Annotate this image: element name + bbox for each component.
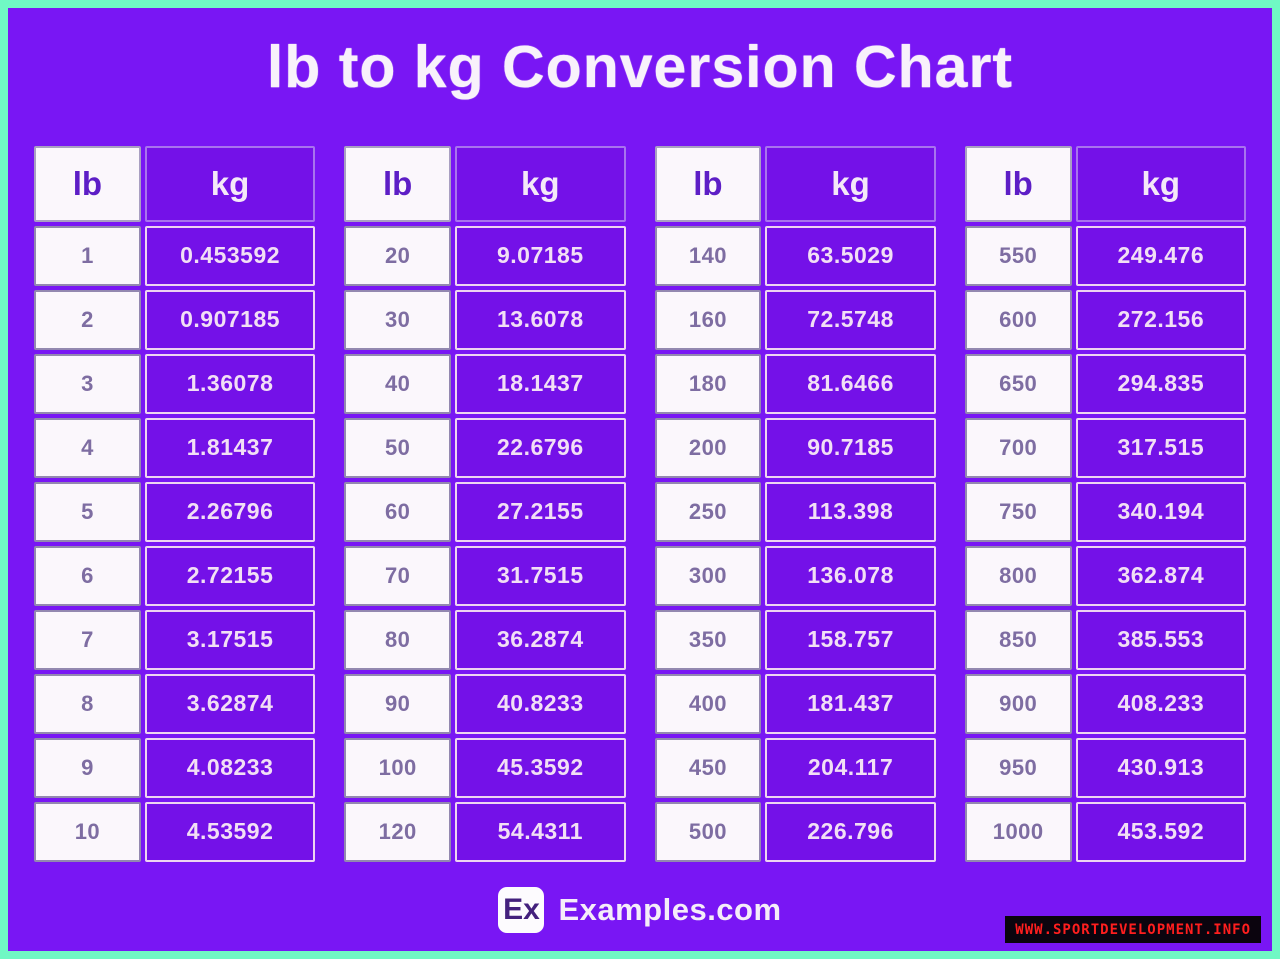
lb-value-cell: 750 [965,482,1072,542]
lb-column [344,146,451,862]
lb-header-cell: lb [344,146,451,222]
lb-value-cell: 200 [655,418,762,478]
lb-column [34,146,141,862]
kg-value-cell: 13.6078 [455,290,625,350]
kg-column [145,146,315,862]
kg-value-cell: 40.8233 [455,674,625,734]
kg-value-cell: 226.796 [765,802,935,862]
kg-value-cell: 90.7185 [765,418,935,478]
lb-value-cell: 950 [965,738,1072,798]
kg-value-cell: 340.194 [1076,482,1246,542]
conversion-tables [8,146,1272,862]
lb-value-cell: 70 [344,546,451,606]
kg-header-cell: kg [1076,146,1246,222]
kg-value-cell: 158.757 [765,610,935,670]
lb-value-cell: 6 [34,546,141,606]
lb-value-cell: 80 [344,610,451,670]
kg-value-cell: 453.592 [1076,802,1246,862]
kg-value-cell: 408.233 [1076,674,1246,734]
lb-value-cell: 1000 [965,802,1072,862]
kg-column [765,146,935,862]
lb-value-cell: 9 [34,738,141,798]
kg-value-cell: 3.62874 [145,674,315,734]
kg-value-cell: 113.398 [765,482,935,542]
kg-value-cell: 54.4311 [455,802,625,862]
kg-header-cell: kg [765,146,935,222]
lb-value-cell: 350 [655,610,762,670]
lb-value-cell: 450 [655,738,762,798]
kg-column [455,146,625,862]
kg-value-cell: 36.2874 [455,610,625,670]
kg-value-cell: 272.156 [1076,290,1246,350]
kg-value-cell: 385.553 [1076,610,1246,670]
lb-value-cell: 140 [655,226,762,286]
kg-value-cell: 1.36078 [145,354,315,414]
conversion-table [655,146,936,862]
lb-value-cell: 4 [34,418,141,478]
lb-value-cell: 300 [655,546,762,606]
kg-value-cell: 4.53592 [145,802,315,862]
lb-value-cell: 2 [34,290,141,350]
lb-value-cell: 3 [34,354,141,414]
kg-value-cell: 63.5029 [765,226,935,286]
page-title: lb to kg Conversion Chart [266,34,1014,100]
kg-value-cell: 204.117 [765,738,935,798]
watermark: WWW.SPORTDEVELOPMENT.INFO [1005,916,1261,943]
kg-value-cell: 294.835 [1076,354,1246,414]
lb-value-cell: 10 [34,802,141,862]
kg-value-cell: 362.874 [1076,546,1246,606]
kg-value-cell: 2.72155 [145,546,315,606]
lb-header-cell: lb [965,146,1072,222]
lb-value-cell: 900 [965,674,1072,734]
lb-value-cell: 800 [965,546,1072,606]
kg-value-cell: 3.17515 [145,610,315,670]
lb-value-cell: 500 [655,802,762,862]
kg-value-cell: 249.476 [1076,226,1246,286]
lb-value-cell: 90 [344,674,451,734]
kg-value-cell: 4.08233 [145,738,315,798]
lb-value-cell: 20 [344,226,451,286]
kg-header-cell: kg [145,146,315,222]
lb-value-cell: 7 [34,610,141,670]
lb-value-cell: 160 [655,290,762,350]
lb-value-cell: 8 [34,674,141,734]
conversion-table [965,146,1246,862]
lb-header-cell: lb [655,146,762,222]
kg-value-cell: 81.6466 [765,354,935,414]
kg-value-cell: 72.5748 [765,290,935,350]
kg-value-cell: 181.437 [765,674,935,734]
kg-value-cell: 1.81437 [145,418,315,478]
lb-value-cell: 700 [965,418,1072,478]
kg-value-cell: 9.07185 [455,226,625,286]
lb-column [965,146,1072,862]
lb-value-cell: 120 [344,802,451,862]
lb-value-cell: 5 [34,482,141,542]
lb-value-cell: 850 [965,610,1072,670]
kg-value-cell: 31.7515 [455,546,625,606]
lb-value-cell: 400 [655,674,762,734]
kg-value-cell: 45.3592 [455,738,625,798]
lb-header-cell: lb [34,146,141,222]
kg-value-cell: 430.913 [1076,738,1246,798]
kg-value-cell: 2.26796 [145,482,315,542]
lb-value-cell: 650 [965,354,1072,414]
examples-logo-icon: Ex [498,887,544,933]
lb-value-cell: 180 [655,354,762,414]
lb-value-cell: 1 [34,226,141,286]
conversion-table [34,146,315,862]
lb-value-cell: 600 [965,290,1072,350]
site-name: Examples.com [558,891,782,927]
lb-column [655,146,762,862]
lb-value-cell: 30 [344,290,451,350]
kg-value-cell: 22.6796 [455,418,625,478]
kg-value-cell: 18.1437 [455,354,625,414]
conversion-table [344,146,625,862]
kg-column [1076,146,1246,862]
kg-value-cell: 136.078 [765,546,935,606]
lb-value-cell: 550 [965,226,1072,286]
lb-value-cell: 250 [655,482,762,542]
lb-value-cell: 50 [344,418,451,478]
kg-value-cell: 0.907185 [145,290,315,350]
kg-value-cell: 0.453592 [145,226,315,286]
kg-header-cell: kg [455,146,625,222]
lb-value-cell: 60 [344,482,451,542]
lb-value-cell: 100 [344,738,451,798]
kg-value-cell: 27.2155 [455,482,625,542]
lb-value-cell: 40 [344,354,451,414]
kg-value-cell: 317.515 [1076,418,1246,478]
